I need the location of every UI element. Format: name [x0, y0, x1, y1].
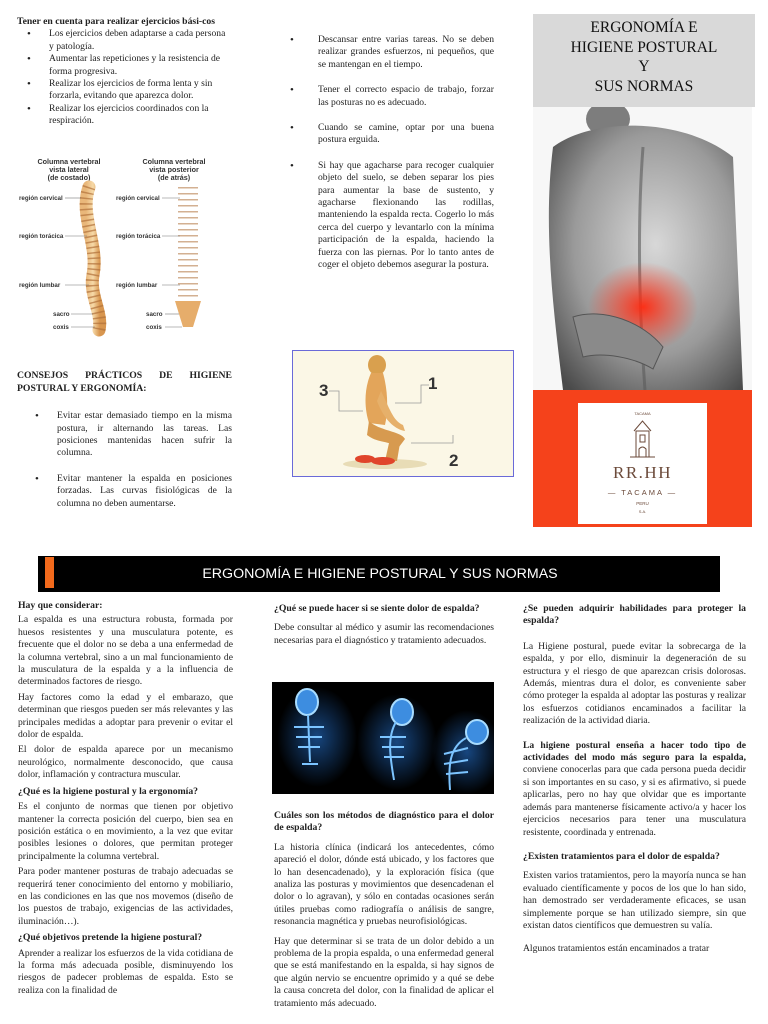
- label-sacro-lat: sacro: [53, 311, 70, 318]
- column-2-lower: [274, 810, 494, 1010]
- list-item: • Evitar mantener la espalda en posiciones forzadas. Las curvas fisiológicas de la columna no deben aumentarse.: [35, 473, 232, 510]
- col3-heading-1: ¿Se pueden adquirir habilidades para proteger la espalda?: [523, 603, 746, 627]
- label-lumbar-post: región lumbar: [116, 282, 158, 289]
- spine-lateral-title-1: Columna vertebral: [37, 157, 101, 166]
- col3-paragraph: Existen varios tratamientos, pero la mayoría nunca se han evaluado científicamente y pocos de los que lo han sido, han demostrado ser verdaderamente eficaces, se usan simplemente porque se han utilizado siempre, sin que existan datos científicos que demuestren su valía.: [523, 870, 746, 931]
- column-1: [18, 600, 233, 997]
- squat-label-3: 3: [319, 381, 329, 400]
- skeleton-illustration: [272, 682, 494, 794]
- exercise-section: [17, 16, 232, 128]
- spine-lateral-title-2: vista lateral: [49, 165, 89, 174]
- logo-top-text: TACAMA: [634, 411, 651, 416]
- list-item: • Cuando se camine, optar por una buena postura erguida.: [290, 122, 494, 147]
- label-sacro-post: sacro: [146, 311, 163, 318]
- tips-list: [35, 410, 232, 510]
- exercise-list: [27, 28, 232, 127]
- list-item: • Los ejercicios deben adaptarse a cada persona y patología.: [27, 28, 232, 53]
- cover-title-line: HIGIENE POSTURAL: [570, 38, 718, 56]
- col1-paragraph: Hay factores como la edad y el embarazo, que determinan que riesgos pueden ser más relevantes y las principales medidas a adoptar para prevenir o evitar el dolor de espalda.: [18, 691, 233, 741]
- spine-lateral-title-3: (de costado): [47, 173, 91, 182]
- col1-heading-2: ¿Qué es la higiene postural y la ergonomía?: [18, 785, 199, 797]
- col2-paragraph: La historia clínica (indicará los antecedentes, cómo apareció el dolor, dónde está ubicado, y los factores que lo han desencadenado), y la exploración física (que analiza las posturas y movimientos que desencadenan el dolor o lo agravan), y sólo en contadas ocasiones serán útiles pruebas como radiografía o análisis de sangre, resonancia magnética y pruebas neurofisiológicas.: [274, 841, 494, 928]
- col1-paragraph: La espalda es una estructura robusta, formada por huesos resistentes y una musculatura potente, es frecuente que el dolor no se deba a una enfermedad de la columna vertebral, sino a un mal funcionamiento de la musculatura de la espalda y a la influencia de determinados factores de riesgo.: [18, 614, 233, 688]
- list-item: • Si hay que agacharse para recoger cualquier objeto del suelo, se deben separar los pies para aumentar la base de sustento, y agacharse flexionando las rodillas, manteniendo la espalda recta. Cogerlo lo más cerca del cuerpo y levantarlo con la mínima participación de la espalda, haciendo la fuerza con las piernas. Por lo tanto antes de coger el objeto debemos asegurar la postura.: [290, 160, 494, 272]
- cover-title: [533, 14, 755, 107]
- label-cervical-post: región cervical: [116, 195, 160, 202]
- list-item: • Realizar los ejercicios de forma lenta y sin forzarla, evitando que aparezca dolor.: [27, 78, 232, 103]
- back-pain-illustration: [533, 107, 752, 390]
- list-item: • Realizar los ejercicios coordinados con la respiración.: [27, 103, 232, 128]
- spine-posterior-title-2: vista posterior: [149, 165, 199, 174]
- skeleton-posture-image: [272, 682, 494, 794]
- tower-icon: [578, 405, 707, 465]
- col2-heading-2: Cuáles son los métodos de diagnóstico para el dolor de espalda?: [274, 810, 494, 834]
- list-item: • Evitar estar demasiado tiempo en la misma postura, ir alternando las tareas. Las posiciones mantenidas hacen sufrir la columna.: [35, 410, 232, 460]
- col3-heading-2: ¿Existen tratamientos para el dolor de espalda?: [523, 850, 720, 862]
- cover-title-line: SUS NORMAS: [594, 77, 694, 95]
- logo-main-text: RR.HH: [613, 463, 672, 482]
- col1-paragraph: El dolor de espalda aparece por un mecanismo neurológico, normalmente desconocido, que causa dolor, inflamación y contractura muscular.: [18, 744, 233, 781]
- logo-sa: S.A.: [638, 509, 647, 514]
- banner-accent: [45, 557, 54, 588]
- logo-sub-word: TACAMA: [621, 488, 664, 497]
- col2-heading-1: ¿Qué se puede hacer si se siente dolor de espalda?: [274, 603, 480, 614]
- label-coxis-lat: coxis: [53, 324, 69, 331]
- back-pain-photo: [533, 107, 752, 390]
- tips-heading: CONSEJOS PRÁCTICOS DE HIGIENE POSTURAL Y ERGONOMÍA:: [17, 370, 232, 394]
- tips-section: [17, 370, 232, 510]
- col3-paragraph: Algunos tratamientos están encaminados a tratar: [523, 943, 710, 955]
- col2-paragraph: Debe consultar al médico y asumir las recomendaciones necesarias para el diagnóstico y tratamiento adecuados.: [274, 622, 494, 646]
- label-cervical-lat: región cervical: [19, 195, 63, 202]
- exercise-heading: Tener en cuenta para realizar ejercicios bási-cos: [17, 16, 216, 27]
- spine-posterior-title-1: Columna vertebral: [142, 157, 206, 166]
- banner-title: ERGONOMÍA E HIGIENE POSTURAL Y SUS NORMAS: [202, 566, 558, 582]
- col3-paragraph: La Higiene postural, puede evitar la sobrecarga de la espalda, y por ello, disminuir la degeneración de su estructura y el riesgo de que aparezcan crisis dolorosas. Además, mientras dura el dolor, es conveniente saber cómo proteger la espalda al adoptar las posturas y realizar los esfuerzos cotidianos encaminados a facilitar la realización de la actividad diaria.: [523, 640, 746, 727]
- squat-illustration: [293, 351, 512, 475]
- col1-paragraph: Es el conjunto de normas que tienen por objetivo mantener la correcta posición del cuerpo, bien sea en posición estática o en movimiento, a la vez que evitar posibles lesiones o dolores, que permitan proteger principalmente la columna vertebral.: [18, 801, 233, 862]
- squat-label-2: 2: [449, 451, 459, 470]
- spine-posterior-title-3: (de atrás): [157, 173, 191, 182]
- cover-title-line: Y: [638, 58, 650, 75]
- col3-bold-lead: La higiene postural enseña a hacer todo tipo de actividades del modo más seguro para la espalda,: [523, 739, 746, 764]
- label-lumbar-lat: región lumbar: [19, 282, 61, 289]
- label-coxis-post: coxis: [146, 324, 162, 331]
- spine-figure: [17, 155, 239, 337]
- advice-list: [290, 34, 494, 272]
- col2-paragraph: Hay que determinar si se trata de un dolor debido a un problema de la propia espalda, o una enfermedad general que se está manifestando en la espalda, si hay signos de que algún nervio se encuentre oprimido y a qué se debe la causa concreta del dolor, con la finalidad de aplicar el tratamiento más adecuado.: [274, 935, 494, 1009]
- cover-title-line: ERGONOMÍA E: [590, 19, 698, 36]
- column-3: [523, 603, 746, 956]
- logo-sub-text: — TACAMA —: [607, 488, 678, 497]
- col3-rest: conviene conocerlas para que cada persona pueda decidir si son importantes en su caso, y si es afirmativo, si puede aplicarlas, pero no hay que olvidar que es importante además para mantenerse físicamente activo/a y hacer los ejercicios necesarios para tener una musculatura resistente, coordinada y entrenada.: [523, 764, 746, 838]
- col1-paragraph: Para poder mantener posturas de trabajo adecuadas se requerirá tener conocimiento del entorno y mobiliario, en las condiciones en las que nos movemos (diseño de los puestos de trabajo, exigencias de las actividades, iluminación…).: [18, 866, 233, 927]
- col1-heading-1: Hay que considerar:: [18, 600, 103, 611]
- list-item: • Descansar entre varias tareas. No se deben realizar grandes esfuerzos, ni pequeños, que se mantengan en el tiempo.: [290, 34, 494, 71]
- col1-paragraph: Aprender a realizar los esfuerzos de la vida cotidiana de la forma más adecuada posible, disminuyendo los riesgos de padecer problemas de espalda. Esto se realiza con la finalidad de: [18, 947, 233, 996]
- col1-heading-3: ¿Qué objetivos pretende la higiene postural?: [18, 932, 203, 944]
- squat-figure: [292, 350, 514, 477]
- label-toracica-lat: región torácica: [19, 233, 64, 240]
- spine-illustration: [17, 155, 239, 337]
- company-logo: [578, 403, 707, 524]
- logo-country: PERU: [636, 501, 649, 506]
- label-toracica-post: región torácica: [116, 233, 161, 240]
- list-item: • Tener el correcto espacio de trabajo, forzar las posturas no es adecuado.: [290, 84, 494, 109]
- squat-label-1: 1: [428, 374, 438, 393]
- list-item: • Aumentar las repeticiones y la resistencia de forma progresiva.: [27, 53, 232, 78]
- column-2: [274, 603, 494, 647]
- middle-advice: [290, 34, 494, 272]
- col3-paragraph-2: [523, 740, 746, 839]
